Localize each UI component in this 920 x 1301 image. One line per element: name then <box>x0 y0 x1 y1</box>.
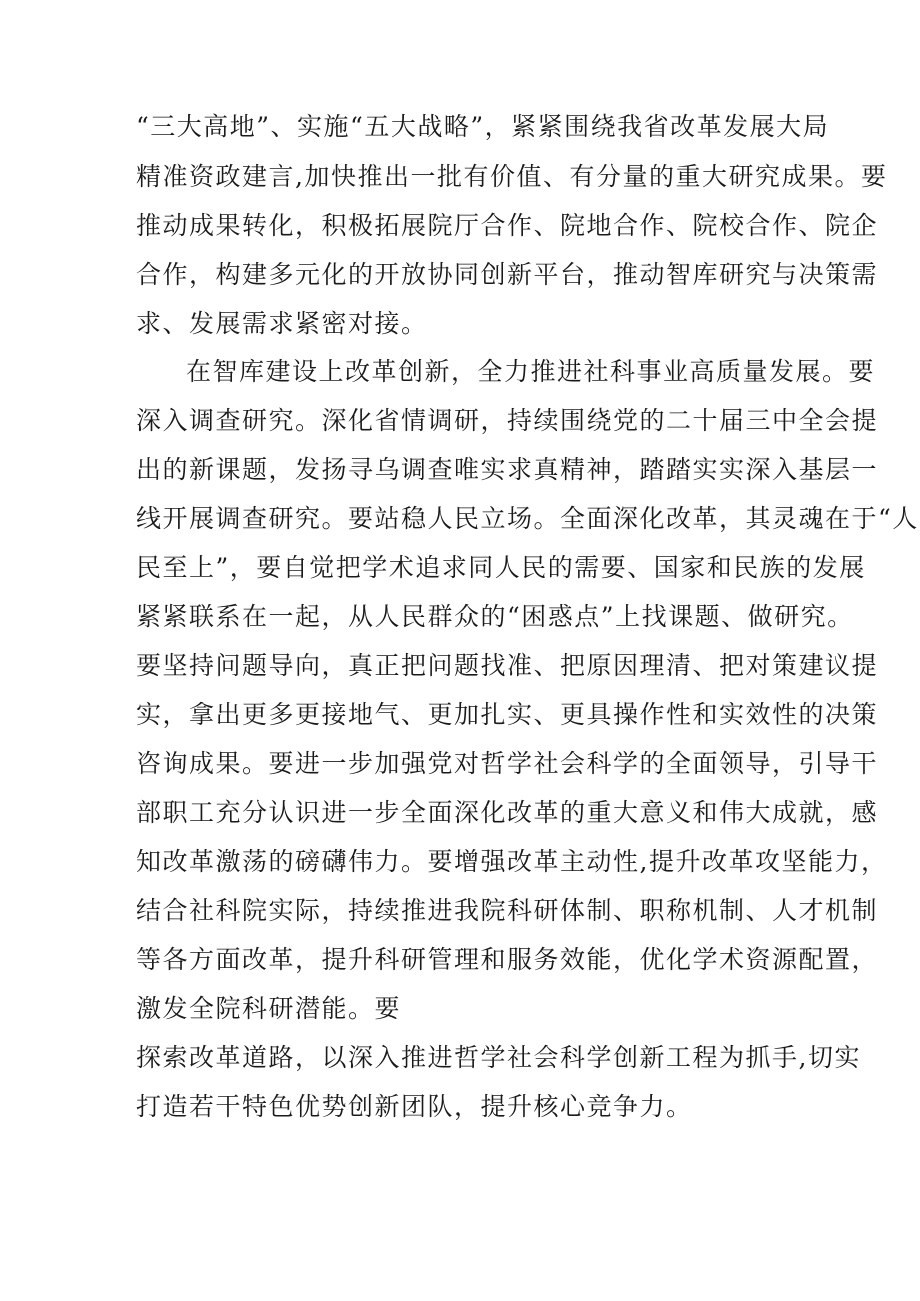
text-line: 精准资政建言,加快推出一批有价值、有分量的重大研究成果。要 <box>136 162 888 191</box>
text-line: 部职工充分认识进一步全面深化改革的重大意义和伟大成就，感 <box>136 798 879 827</box>
text-line: 出的新课题，发扬寻乌调查唯实求真精神，踏踏实实深入基层一 <box>136 455 879 484</box>
text-line: 民至上”，要自觉把学术追求同人民的需要、国家和民族的发展 <box>136 553 866 582</box>
text-line: 探索改革道路，以深入推进哲学社会科学创新工程为抓手,切实 <box>136 1043 861 1072</box>
text-line: 激发全院科研潜能。要 <box>136 994 402 1023</box>
text-line: 推动成果转化，积极拓展院厅合作、院地合作、院校合作、院企 <box>136 211 879 240</box>
text-line: 深入调查研究。深化省情调研，持续围绕党的二十届三中全会提 <box>136 406 879 435</box>
text-line: 咨询成果。要进一步加强党对哲学社会科学的全面领导，引导干 <box>136 749 879 778</box>
text-line: 在智库建设上改革创新，全力推进社科事业高质量发展。要 <box>186 357 876 386</box>
text-line: 合作，构建多元化的开放协同创新平台，推动智库研究与决策需 <box>136 260 879 289</box>
text-line: 线开展调查研究。要站稳人民立场。全面深化改革，其灵魂在于“人 <box>136 504 919 533</box>
text-line: 知改革激荡的磅礴伟力。要增强改革主动性,提升改革攻坚能力， <box>136 847 888 876</box>
text-line: 紧紧联系在一起，从人民群众的“困惑点”上找课题、做研究。 <box>136 602 854 631</box>
text-line: 要坚持问题导向，真正把问题找准、把原因理清、把对策建议提 <box>136 651 879 680</box>
text-line: “三大高地”、实施“五大战略”，紧紧围绕我省改革发展大局 <box>136 112 830 141</box>
text-line: 求、发展需求紧密对接。 <box>136 309 428 338</box>
text-line: 结合社科院实际，持续推进我院科研体制、职称机制、人才机制 <box>136 896 879 925</box>
text-line: 打造若干特色优势创新团队，提升核心竞争力。 <box>136 1092 693 1121</box>
text-line: 等各方面改革，提升科研管理和服务效能，优化学术资源配置， <box>136 945 879 974</box>
text-line: 实，拿出更多更接地气、更加扎实、更具操作性和实效性的决策 <box>136 700 879 729</box>
